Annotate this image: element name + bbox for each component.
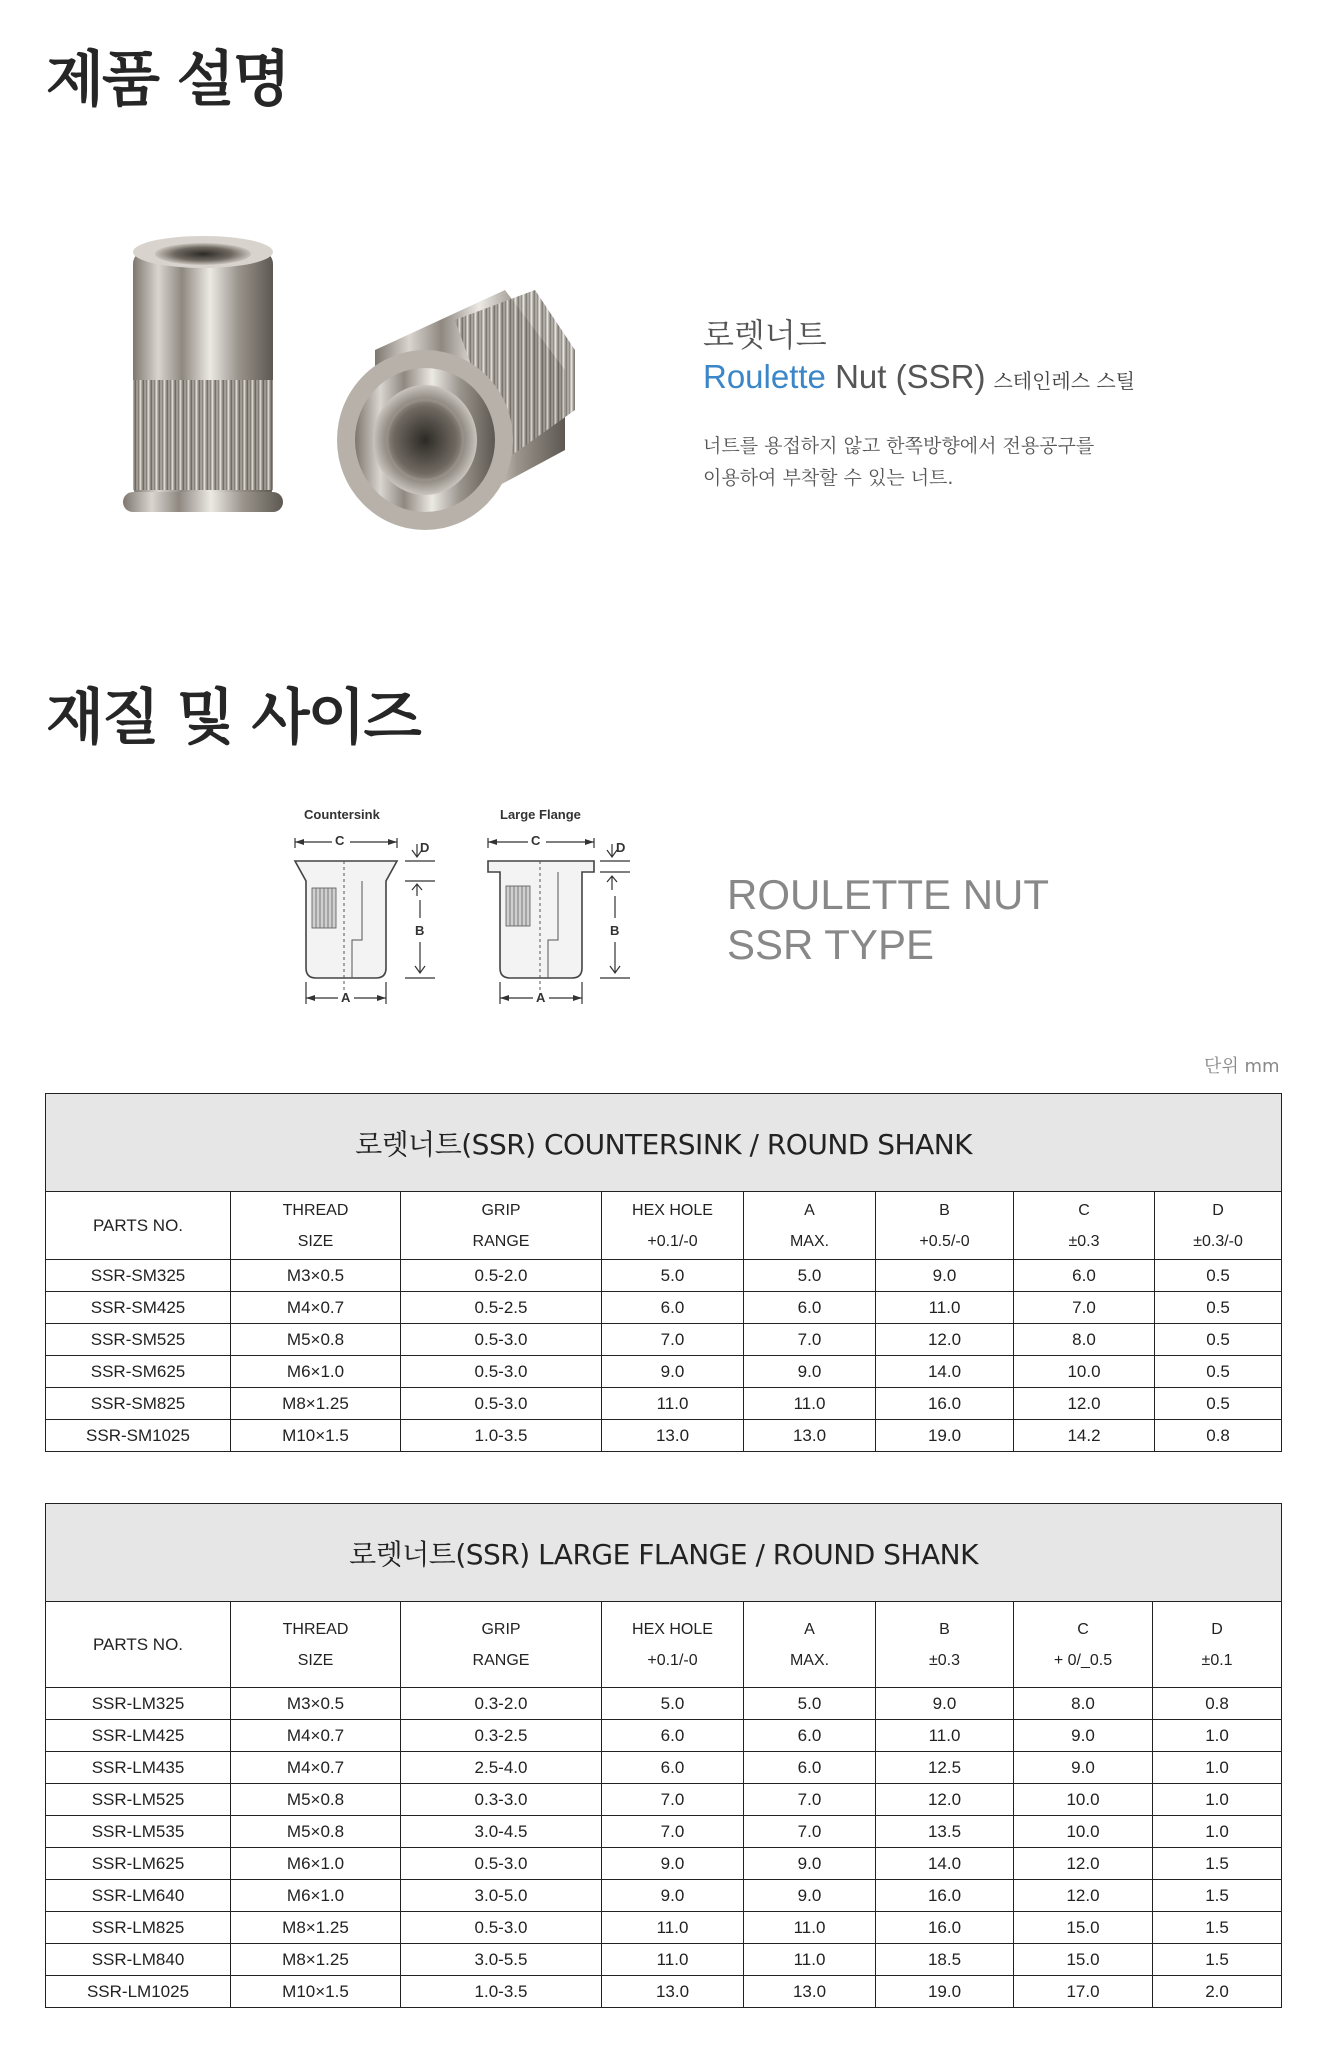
part-number-cell: SSR-SM425: [46, 1292, 231, 1324]
column-header: [1153, 1602, 1282, 1688]
table-cell: M3×0.5: [231, 1688, 401, 1720]
part-number-cell: SSR-SM525: [46, 1324, 231, 1356]
table-cell: 9.0: [876, 1688, 1014, 1720]
column-header: [876, 1192, 1014, 1260]
table-row: [46, 1292, 1282, 1324]
table-cell: 1.0: [1153, 1720, 1282, 1752]
countersink-label: Countersink: [304, 807, 380, 822]
roulette-nut-title: [727, 870, 1049, 970]
table-cell: 11.0: [602, 1912, 744, 1944]
table-cell: 5.0: [744, 1688, 876, 1720]
table-cell: 7.0: [602, 1784, 744, 1816]
table-row: [46, 1388, 1282, 1420]
table-cell: 8.0: [1014, 1688, 1153, 1720]
table-cell: 0.5-3.0: [401, 1388, 602, 1420]
table-cell: 0.3-3.0: [401, 1784, 602, 1816]
column-header: [401, 1192, 602, 1260]
table-cell: 13.0: [602, 1976, 744, 2008]
column-header-line-1: THREAD: [282, 1201, 349, 1219]
table-cell: 13.5: [876, 1816, 1014, 1848]
product-description: [703, 430, 1094, 494]
part-number-cell: SSR-LM640: [46, 1880, 231, 1912]
table-cell: 6.0: [1014, 1260, 1155, 1292]
table-cell: 5.0: [602, 1688, 744, 1720]
unit-label: 단위 mm: [1204, 1056, 1280, 1077]
table-cell: M6×1.0: [231, 1848, 401, 1880]
table-caption: 로렛너트(SSR) LARGE FLANGE / ROUND SHANK: [46, 1504, 1282, 1602]
table-cell: 12.5: [876, 1752, 1014, 1784]
column-header-line-1: GRIP: [481, 1620, 521, 1638]
table-cell: 16.0: [876, 1388, 1014, 1420]
table-row: [46, 1720, 1282, 1752]
table-cell: 7.0: [602, 1816, 744, 1848]
table-cell: M5×0.8: [231, 1816, 401, 1848]
table-cell: 11.0: [876, 1292, 1014, 1324]
table-cell: 1.0-3.5: [401, 1976, 602, 2008]
table-cell: 0.5: [1155, 1356, 1282, 1388]
large-flange-spec-table: [45, 1503, 1282, 2008]
table-cell: 11.0: [744, 1912, 876, 1944]
product-name-accent: Roulette: [703, 358, 826, 395]
table-cell: 12.0: [876, 1784, 1014, 1816]
table-cell: 19.0: [876, 1420, 1014, 1452]
table-cell: 3.0-5.5: [401, 1944, 602, 1976]
table-cell: 9.0: [744, 1848, 876, 1880]
table-cell: 0.5: [1155, 1292, 1282, 1324]
table-row: [46, 1880, 1282, 1912]
table-cell: 13.0: [744, 1976, 876, 2008]
table-cell: 16.0: [876, 1880, 1014, 1912]
table-cell: 1.5: [1153, 1848, 1282, 1880]
countersink-spec-table: [45, 1093, 1282, 1452]
table-cell: 6.0: [602, 1720, 744, 1752]
table-cell: 1.5: [1153, 1944, 1282, 1976]
column-header: [1014, 1602, 1153, 1688]
column-header: [744, 1192, 876, 1260]
part-number-cell: SSR-LM535: [46, 1816, 231, 1848]
table-cell: 7.0: [744, 1324, 876, 1356]
table-cell: M5×0.8: [231, 1324, 401, 1356]
table-row: [46, 1784, 1282, 1816]
table-cell: 17.0: [1014, 1976, 1153, 2008]
table-cell: 11.0: [744, 1944, 876, 1976]
table-cell: 9.0: [1014, 1720, 1153, 1752]
column-header-line-2: ±0.1: [1201, 1651, 1233, 1669]
column-header: [602, 1602, 744, 1688]
column-header: [1014, 1192, 1155, 1260]
table-cell: 0.5-2.0: [401, 1260, 602, 1292]
flange-label-b: B: [610, 923, 620, 938]
table-cell: 0.5-3.0: [401, 1356, 602, 1388]
table-cell: 11.0: [602, 1388, 744, 1420]
diagram-label-d: D: [420, 840, 430, 855]
part-number-cell: SSR-LM825: [46, 1912, 231, 1944]
table-row: [46, 1752, 1282, 1784]
column-header-line-2: + 0/_0.5: [1053, 1651, 1113, 1669]
table-row: [46, 1420, 1282, 1452]
column-header-line-2: MAX.: [789, 1232, 830, 1250]
table-cell: 0.8: [1155, 1420, 1282, 1452]
part-number-cell: SSR-SM325: [46, 1260, 231, 1292]
product-material: 스테인레스 스틸: [993, 369, 1136, 393]
table-cell: 15.0: [1014, 1944, 1153, 1976]
column-header-line-1: GRIP: [481, 1201, 521, 1219]
column-header-line-1: HEX HOLE: [632, 1201, 713, 1219]
table-cell: M8×1.25: [231, 1912, 401, 1944]
column-header: [401, 1602, 602, 1688]
table-cell: 5.0: [744, 1260, 876, 1292]
column-header-line-1: HEX HOLE: [632, 1620, 713, 1638]
table-cell: 13.0: [602, 1420, 744, 1452]
part-number-cell: SSR-LM525: [46, 1784, 231, 1816]
table-row: [46, 1944, 1282, 1976]
table-cell: 6.0: [744, 1292, 876, 1324]
diagram-label-a: A: [341, 990, 351, 1005]
table-cell: 9.0: [602, 1880, 744, 1912]
countersink-diagram: [295, 807, 435, 1005]
table-cell: M8×1.25: [231, 1944, 401, 1976]
table-cell: M4×0.7: [231, 1752, 401, 1784]
part-number-cell: SSR-SM625: [46, 1356, 231, 1388]
column-header-line-2: +0.1/-0: [647, 1651, 698, 1669]
table-cell: 7.0: [744, 1816, 876, 1848]
table-cell: M10×1.5: [231, 1976, 401, 2008]
large-flange-diagram: [488, 807, 630, 1005]
table-cell: M6×1.0: [231, 1880, 401, 1912]
table-cell: 1.5: [1153, 1912, 1282, 1944]
column-header-line-2: ±0.3: [1068, 1232, 1100, 1250]
table-row: [46, 1848, 1282, 1880]
column-header-line-1: C: [1078, 1201, 1090, 1219]
table-cell: M5×0.8: [231, 1784, 401, 1816]
column-header: [231, 1192, 401, 1260]
table-cell: 12.0: [1014, 1880, 1153, 1912]
column-header-line-1: B: [939, 1201, 950, 1219]
section-title-description: 제품 설명: [46, 45, 289, 115]
column-header-line-1: B: [939, 1620, 950, 1638]
table-cell: 3.0-5.0: [401, 1880, 602, 1912]
table-cell: 2.5-4.0: [401, 1752, 602, 1784]
table-row: [46, 1816, 1282, 1848]
column-header-line-1: A: [804, 1201, 815, 1219]
table-cell: M6×1.0: [231, 1356, 401, 1388]
table-cell: 7.0: [1014, 1292, 1155, 1324]
table-cell: 11.0: [602, 1944, 744, 1976]
column-header: [46, 1602, 231, 1688]
table-cell: 6.0: [602, 1752, 744, 1784]
table-cell: 7.0: [602, 1324, 744, 1356]
part-number-cell: SSR-LM425: [46, 1720, 231, 1752]
section-title-material-size: 재질 및 사이즈: [46, 683, 420, 753]
table-cell: 0.5-3.0: [401, 1848, 602, 1880]
column-header-line-1: D: [1211, 1620, 1223, 1638]
table-row: [46, 1688, 1282, 1720]
table-cell: 0.3-2.5: [401, 1720, 602, 1752]
column-header-line-1: PARTS NO.: [92, 1216, 184, 1235]
column-header: [46, 1192, 231, 1260]
part-number-cell: SSR-SM825: [46, 1388, 231, 1420]
part-number-cell: SSR-LM435: [46, 1752, 231, 1784]
column-header-line-2: RANGE: [472, 1232, 530, 1250]
table-cell: 9.0: [744, 1356, 876, 1388]
table-cell: 0.3-2.0: [401, 1688, 602, 1720]
part-number-cell: SSR-LM1025: [46, 1976, 231, 2008]
table-cell: 19.0: [876, 1976, 1014, 2008]
table-cell: 12.0: [876, 1324, 1014, 1356]
table-cell: 6.0: [602, 1292, 744, 1324]
column-header-line-2: +0.5/-0: [919, 1232, 970, 1250]
product-photo: [120, 230, 600, 540]
part-number-cell: SSR-LM625: [46, 1848, 231, 1880]
column-header: [876, 1602, 1014, 1688]
product-name-rest: Nut (SSR): [825, 358, 986, 395]
table-cell: 9.0: [602, 1356, 744, 1388]
table-cell: 0.5: [1155, 1260, 1282, 1292]
table-cell: 1.0: [1153, 1784, 1282, 1816]
table-cell: 9.0: [876, 1260, 1014, 1292]
column-header: [744, 1602, 876, 1688]
column-header-line-1: A: [804, 1620, 815, 1638]
table-cell: 1.0: [1153, 1752, 1282, 1784]
table-row: [46, 1976, 1282, 2008]
table-cell: 15.0: [1014, 1912, 1153, 1944]
table-cell: 10.0: [1014, 1816, 1153, 1848]
table-cell: M3×0.5: [231, 1260, 401, 1292]
column-header-line-2: ±0.3: [928, 1651, 961, 1669]
table-cell: 13.0: [744, 1420, 876, 1452]
table-cell: 14.0: [876, 1356, 1014, 1388]
table-cell: 1.5: [1153, 1880, 1282, 1912]
part-number-cell: SSR-LM325: [46, 1688, 231, 1720]
column-header-line-1: THREAD: [282, 1620, 349, 1638]
table-cell: 0.5: [1155, 1324, 1282, 1356]
table-cell: 0.5: [1155, 1388, 1282, 1420]
table-cell: 6.0: [744, 1720, 876, 1752]
table-cell: M8×1.25: [231, 1388, 401, 1420]
column-header-line-2: SIZE: [297, 1651, 334, 1669]
table-cell: 0.8: [1153, 1688, 1282, 1720]
table-cell: 12.0: [1014, 1848, 1153, 1880]
product-name-english: [703, 358, 1135, 396]
table-cell: 1.0: [1153, 1816, 1282, 1848]
table-cell: M10×1.5: [231, 1420, 401, 1452]
table-cell: 0.5-3.0: [401, 1912, 602, 1944]
table-cell: 0.5-2.5: [401, 1292, 602, 1324]
table-cell: 12.0: [1014, 1388, 1155, 1420]
table-caption: 로렛너트(SSR) COUNTERSINK / ROUND SHANK: [46, 1094, 1282, 1192]
table-cell: 8.0: [1014, 1324, 1155, 1356]
table-cell: 9.0: [1014, 1752, 1153, 1784]
table-row: [46, 1324, 1282, 1356]
column-header-line-2: ±0.3/-0: [1193, 1232, 1243, 1250]
diagram-label-b: B: [415, 923, 425, 938]
column-header-line-1: D: [1212, 1201, 1224, 1219]
flange-label: Large Flange: [500, 807, 581, 822]
table-cell: 16.0: [876, 1912, 1014, 1944]
table-cell: 1.0-3.5: [401, 1420, 602, 1452]
dimension-diagrams: [280, 800, 700, 1030]
table-cell: 9.0: [602, 1848, 744, 1880]
table-cell: 14.0: [876, 1848, 1014, 1880]
roulette-nut-title-line-1: ROULETTE NUT: [727, 871, 1050, 918]
column-header-line-2: RANGE: [472, 1651, 530, 1669]
table-cell: 7.0: [744, 1784, 876, 1816]
table-cell: 10.0: [1014, 1784, 1153, 1816]
flange-label-d: D: [616, 840, 626, 855]
table-cell: M4×0.7: [231, 1720, 401, 1752]
table-row: [46, 1260, 1282, 1292]
table-cell: M4×0.7: [231, 1292, 401, 1324]
table-cell: 11.0: [744, 1388, 876, 1420]
table-cell: 3.0-4.5: [401, 1816, 602, 1848]
column-header-line-1: C: [1077, 1620, 1089, 1638]
product-description-line-2: 이용하여 부착할 수 있는 너트.: [703, 467, 954, 489]
table-cell: 10.0: [1014, 1356, 1155, 1388]
product-description-line-1: 너트를 용접하지 않고 한쪽방향에서 전용공구를: [703, 435, 1095, 457]
part-number-cell: SSR-LM840: [46, 1944, 231, 1976]
column-header: [1155, 1192, 1282, 1260]
table-cell: 14.2: [1014, 1420, 1155, 1452]
column-header-line-1: PARTS NO.: [92, 1635, 184, 1654]
flange-label-a: A: [536, 990, 546, 1005]
table-cell: 18.5: [876, 1944, 1014, 1976]
column-header: [602, 1192, 744, 1260]
flange-label-c: C: [531, 833, 541, 848]
column-header-line-2: SIZE: [297, 1232, 334, 1250]
part-number-cell: SSR-SM1025: [46, 1420, 231, 1452]
table-cell: 11.0: [876, 1720, 1014, 1752]
table-cell: 2.0: [1153, 1976, 1282, 2008]
diagram-label-c: C: [335, 833, 345, 848]
table-cell: 5.0: [602, 1260, 744, 1292]
table-cell: 9.0: [744, 1880, 876, 1912]
product-name-korean: 로렛너트: [703, 316, 827, 354]
table-cell: 0.5-3.0: [401, 1324, 602, 1356]
column-header-line-2: MAX.: [789, 1651, 830, 1669]
table-row: [46, 1912, 1282, 1944]
column-header-line-2: +0.1/-0: [647, 1232, 698, 1250]
table-row: [46, 1356, 1282, 1388]
roulette-nut-title-line-2: SSR TYPE: [727, 921, 934, 968]
column-header: [231, 1602, 401, 1688]
table-cell: 6.0: [744, 1752, 876, 1784]
